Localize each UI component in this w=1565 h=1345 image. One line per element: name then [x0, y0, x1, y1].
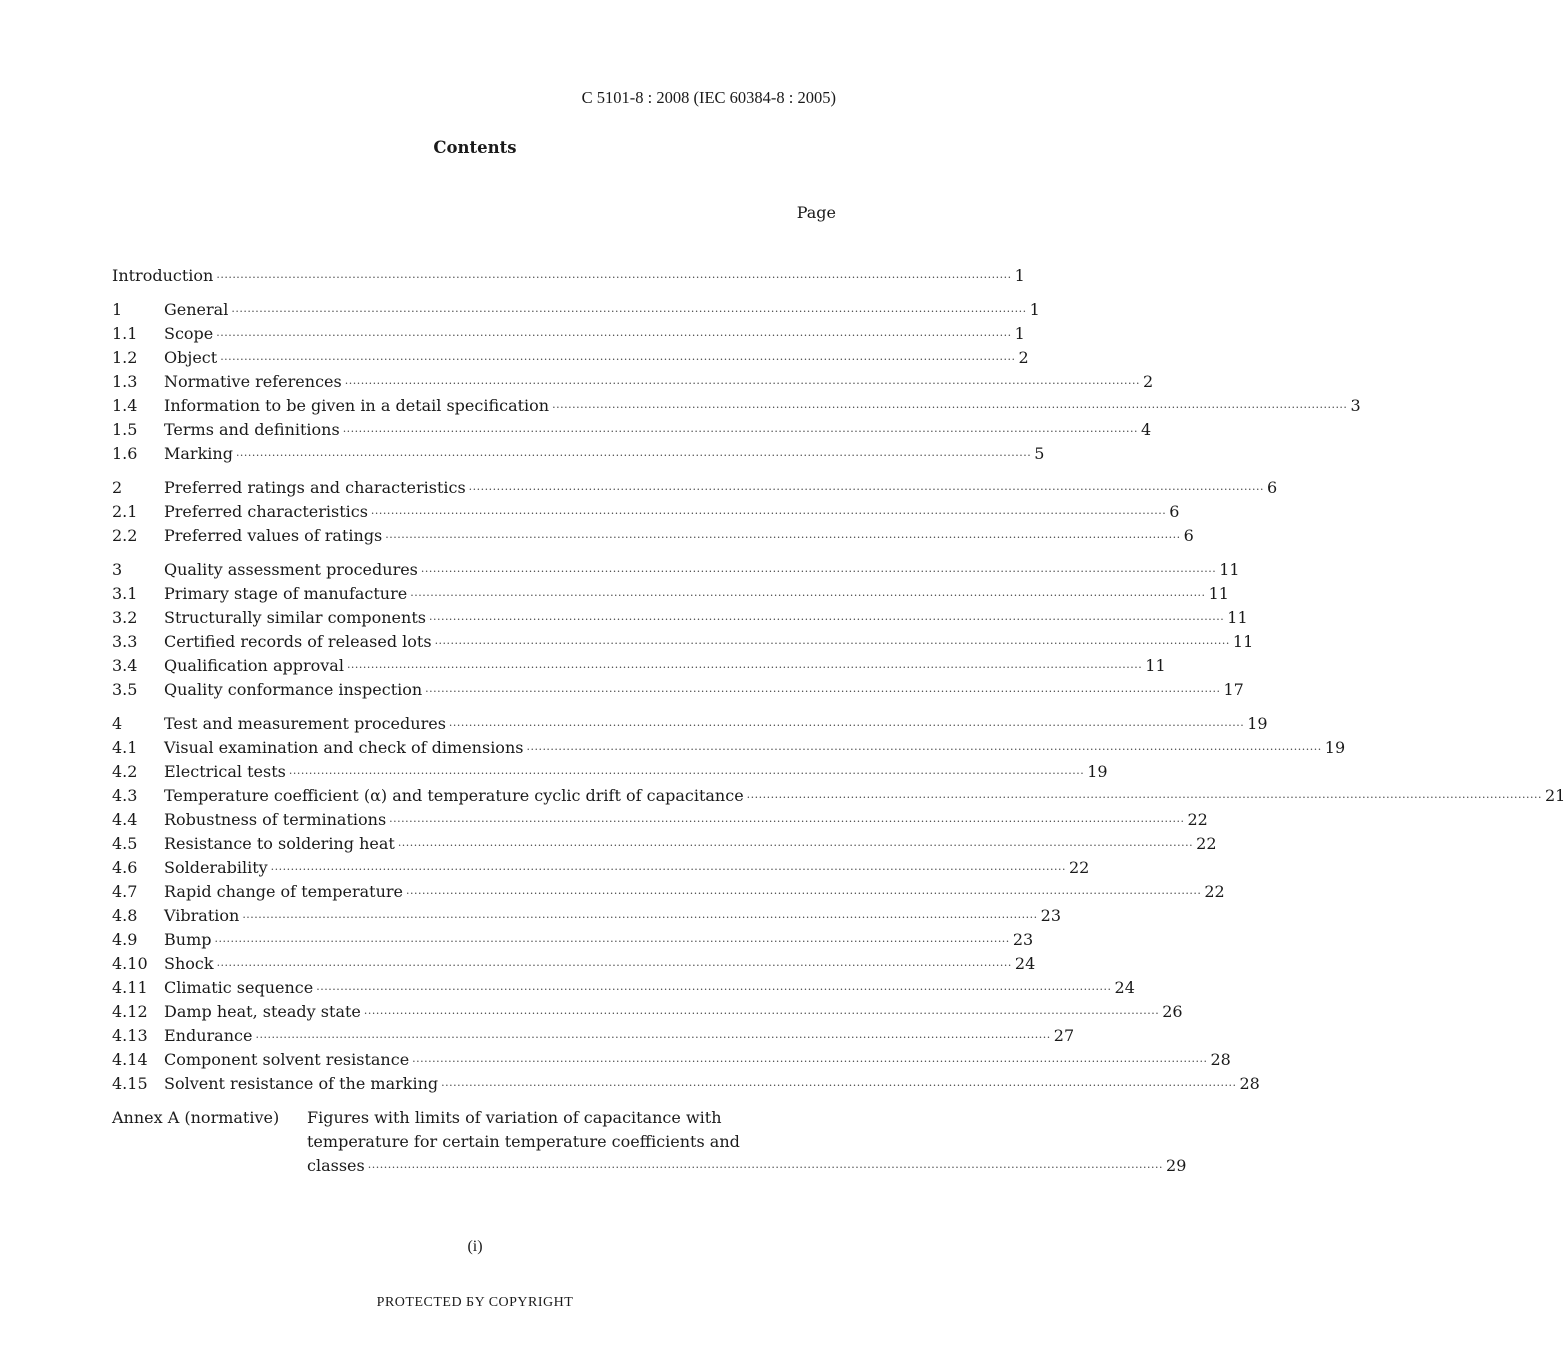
toc-entry-4-12[interactable]: [112, 1000, 1183, 1024]
toc-entry-number: 4.13: [112, 1026, 148, 1045]
toc-entry-page: 22: [1204, 882, 1225, 901]
toc-entry-title: Structurally similar components: [164, 608, 426, 627]
toc-entry-title: Rapid change of temperature: [164, 882, 404, 901]
toc-entry-title: Vibration: [164, 906, 240, 925]
toc-entry-page: 22: [1069, 858, 1090, 877]
toc-entry-introduction[interactable]: [112, 264, 1025, 288]
toc-entry-page: 27: [1053, 1026, 1075, 1045]
leader-dots: [242, 906, 1037, 930]
toc-entry-number: 4.12: [112, 1002, 148, 1021]
toc-entry-page: 11: [1208, 584, 1229, 603]
toc-entry-4-10[interactable]: [112, 952, 1036, 976]
toc-entry-title: Visual examination and check of dimensions: [164, 738, 524, 757]
leader-dots: [385, 526, 1180, 550]
toc-entry-2-1[interactable]: [112, 500, 1180, 524]
leader-dots: [371, 502, 1166, 526]
leader-dots: [220, 348, 1015, 372]
toc-entry-title: Temperature coefficient (α) and temperature cyclic drift of capacitance: [164, 786, 744, 805]
leader-dots: [364, 1002, 1159, 1026]
leader-dots: [406, 882, 1201, 906]
toc-entry-4-9[interactable]: [112, 928, 1034, 952]
toc-entry-1-3[interactable]: [112, 370, 1154, 394]
toc-entry-title: Scope: [164, 324, 214, 343]
toc-entry-title: Damp heat, steady state: [164, 1002, 361, 1021]
leader-dots: [429, 608, 1224, 632]
toc-entry-number: 2: [112, 478, 123, 497]
toc-entry-4-2[interactable]: [112, 760, 1108, 784]
toc-entry-number: 1.4: [112, 396, 138, 415]
annex-title-line: Figures with limits of variation of capacitance with: [307, 1108, 722, 1127]
toc-entry-4-1[interactable]: [112, 736, 1346, 760]
page-title: Contents: [433, 138, 517, 157]
leader-dots: [216, 324, 1011, 348]
toc-entry-title: Endurance: [164, 1026, 253, 1045]
toc-entry-page: 11: [1227, 608, 1248, 627]
toc-entry-title: Electrical tests: [164, 762, 286, 781]
toc-entry-number: 3.5: [112, 680, 138, 699]
toc-entry-1-2[interactable]: [112, 346, 1029, 370]
annex-title-line: classes: [307, 1156, 365, 1175]
toc-entry-page: 21: [1545, 786, 1565, 805]
toc-entry-page: 24: [1114, 978, 1135, 997]
leader-dots: [316, 978, 1111, 1002]
toc-entry-title: Normative references: [164, 372, 342, 391]
leader-dots: [747, 786, 1542, 810]
toc-entry-page: 29: [1166, 1156, 1187, 1175]
toc-entry-3-4[interactable]: [112, 654, 1166, 678]
toc-entry-number: 2.2: [112, 526, 138, 545]
toc-entry-title: Information to be given in a detail specification: [164, 396, 550, 415]
toc-entry-page: 26: [1162, 1002, 1183, 1021]
toc-entry-page: 11: [1232, 632, 1254, 651]
toc-entry-title: Climatic sequence: [164, 978, 314, 997]
toc-entry-number: 4: [112, 714, 123, 733]
toc-entry-2[interactable]: [112, 476, 1278, 500]
toc-entry-page: 23: [1040, 906, 1061, 925]
toc-entry-1-1[interactable]: [112, 322, 1025, 346]
toc-entry-title: Bump: [164, 930, 212, 949]
toc-entry-3[interactable]: [112, 558, 1240, 582]
toc-entry-title: Certified records of released lots: [164, 632, 432, 651]
leader-dots: [425, 680, 1220, 704]
toc-entry-title: Robustness of terminations: [164, 810, 387, 829]
footer-page-number: (i): [467, 1238, 483, 1255]
toc-entry-page: 22: [1187, 810, 1208, 829]
toc-entry-4-6[interactable]: [112, 856, 1090, 880]
toc-entry-page: 19: [1324, 738, 1346, 757]
toc-entry-3-1[interactable]: [112, 582, 1229, 606]
toc-entry-page: 24: [1014, 954, 1036, 973]
toc-entry-title: Marking: [164, 444, 233, 463]
leader-dots: [526, 738, 1321, 762]
toc-entry-4-5[interactable]: [112, 832, 1217, 856]
toc-entry-title: Terms and definitions: [164, 420, 340, 439]
toc-entry-1-5[interactable]: [112, 418, 1152, 442]
leader-dots: [421, 560, 1216, 584]
toc-section-1: [112, 298, 1361, 466]
toc-entry-title: Qualification approval: [164, 656, 344, 675]
toc-entry-4-3[interactable]: [112, 784, 1565, 808]
toc-entry-page: 6: [1183, 526, 1194, 545]
toc-entry-4[interactable]: [112, 712, 1268, 736]
toc-entry-4-13[interactable]: [112, 1024, 1075, 1048]
toc-entry-number: 4.1: [112, 738, 138, 757]
footer-copyright: PROTECTED БY COPYRIGHT: [376, 1295, 574, 1310]
toc-entry-3-5[interactable]: [112, 678, 1244, 702]
toc-entry-number: 1.1: [112, 324, 138, 343]
toc-entry-page: 1: [1029, 300, 1040, 319]
toc-entry-page: 11: [1145, 656, 1166, 675]
toc-entry-page: 1: [1014, 266, 1025, 285]
toc-entry-number: 1.5: [112, 420, 138, 439]
toc-entry-page: 22: [1196, 834, 1217, 853]
leader-dots: [289, 762, 1084, 786]
toc-entry-page: 28: [1210, 1050, 1231, 1069]
leader-dots: [255, 1026, 1050, 1050]
annex-label: Annex A (normative): [112, 1108, 280, 1127]
toc-entry-4-15[interactable]: [112, 1072, 1260, 1096]
toc-section-3: [112, 558, 1254, 702]
toc-entry-page: 6: [1169, 502, 1180, 521]
toc-entry-title: Quality assessment procedures: [164, 560, 418, 579]
toc-entry-title: General: [164, 300, 229, 319]
annex-title-last-line: [307, 1154, 1186, 1178]
toc-entry-4-7[interactable]: [112, 880, 1225, 904]
leader-dots: [347, 656, 1142, 680]
toc-entry-page: 19: [1087, 762, 1108, 781]
toc-entry-page: 4: [1141, 420, 1152, 439]
toc-entry-page: 23: [1012, 930, 1034, 949]
annex-title: [307, 1106, 1186, 1178]
toc-entry-2-2[interactable]: [112, 524, 1194, 548]
leader-dots: [231, 300, 1026, 324]
toc-entry-number: 4.9: [112, 930, 138, 949]
toc-entry-page: 11: [1219, 560, 1240, 579]
toc-section-2: [112, 476, 1278, 548]
toc-entry-number: 1.3: [112, 372, 138, 391]
toc-entry-number: 4.6: [112, 858, 138, 877]
leader-dots: [441, 1074, 1236, 1098]
toc-entry-page: 17: [1223, 680, 1244, 699]
toc-entry-title: Primary stage of manufacture: [164, 584, 408, 603]
toc-entry-page: 5: [1034, 444, 1045, 463]
toc-entry-1-6[interactable]: [112, 442, 1045, 466]
toc-entry-number: 4.8: [112, 906, 138, 925]
toc-entry-number: 4.11: [112, 978, 148, 997]
toc-entry-page: 2: [1018, 348, 1029, 367]
toc-entry-title: Solvent resistance of the marking: [164, 1074, 439, 1093]
toc-entry-3-3[interactable]: [112, 630, 1254, 654]
toc-entry-number: 3.1: [112, 584, 138, 603]
leader-dots: [343, 420, 1138, 444]
toc-entry-page: 6: [1267, 478, 1278, 497]
toc-entry-number: 4.7: [112, 882, 138, 901]
toc-entry-number: 4.2: [112, 762, 138, 781]
toc-entry-number: 3: [112, 560, 123, 579]
toc-entry-1[interactable]: [112, 298, 1040, 322]
toc-entry-page: 3: [1350, 396, 1361, 415]
toc-entry-title: Test and measurement procedures: [164, 714, 446, 733]
toc-entry-number: 4.15: [112, 1074, 148, 1093]
toc-entry-number: 4.10: [112, 954, 148, 973]
toc-entry-number: 4.3: [112, 786, 138, 805]
toc-entry-title: Object: [164, 348, 218, 367]
toc-entry-title: Solderability: [164, 858, 268, 877]
toc-entry-4-4[interactable]: [112, 808, 1208, 832]
page-column-label: Page: [796, 203, 836, 222]
toc-entry-page: 1: [1014, 324, 1025, 343]
leader-dots: [216, 266, 1011, 290]
leader-dots: [410, 584, 1205, 608]
toc-entry-number: 2.1: [112, 502, 138, 521]
leader-dots: [271, 858, 1066, 882]
toc-entry-4-14[interactable]: [112, 1048, 1231, 1072]
toc-entry-page: 19: [1247, 714, 1268, 733]
toc-entry-title: Preferred ratings and characteristics: [164, 478, 466, 497]
toc-entry-number: 3.2: [112, 608, 138, 627]
toc-entry-number: 3.4: [112, 656, 138, 675]
toc-entry-title: Quality conformance inspection: [164, 680, 423, 699]
toc-entry-number: 4.14: [112, 1050, 148, 1069]
toc-entry-number: 3.3: [112, 632, 138, 651]
toc-entry-title: Preferred values of ratings: [164, 526, 383, 545]
toc-entry-title: Preferred characteristics: [164, 502, 368, 521]
toc-entry-1-4[interactable]: [112, 394, 1361, 418]
toc-entry-number: 4.4: [112, 810, 138, 829]
toc-entry-title: Shock: [164, 954, 214, 973]
toc-entry-page: 28: [1239, 1074, 1260, 1093]
toc-entry-title: Component solvent resistance: [164, 1050, 410, 1069]
leader-dots: [368, 1156, 1163, 1180]
toc-entry-title: Introduction: [112, 266, 214, 285]
toc-entry-annex-a[interactable]: [112, 1106, 1187, 1178]
leader-dots: [449, 714, 1244, 738]
table-of-contents: [112, 264, 1565, 1178]
document-id: C 5101-8 : 2008 (IEC 60384-8 : 2005): [581, 88, 836, 107]
leader-dots: [412, 1050, 1207, 1074]
leader-dots: [435, 632, 1230, 656]
leader-dots: [236, 444, 1031, 468]
leader-dots: [214, 930, 1009, 954]
toc-entry-3-2[interactable]: [112, 606, 1248, 630]
toc-entry-page: 2: [1143, 372, 1154, 391]
leader-dots: [398, 834, 1193, 858]
leader-dots: [469, 478, 1264, 502]
toc-entry-number: 1.6: [112, 444, 138, 463]
toc-entry-4-8[interactable]: [112, 904, 1061, 928]
leader-dots: [345, 372, 1140, 396]
leader-dots: [552, 396, 1347, 420]
toc-entry-number: 1.2: [112, 348, 138, 367]
toc-section-4: [112, 712, 1565, 1096]
toc-entry-title: Resistance to soldering heat: [164, 834, 395, 853]
toc-entry-number: 1: [112, 300, 123, 319]
leader-dots: [389, 810, 1184, 834]
annex-title-line: temperature for certain temperature coefficients and: [307, 1132, 740, 1151]
leader-dots: [217, 954, 1012, 978]
toc-entry-4-11[interactable]: [112, 976, 1135, 1000]
toc-entry-number: 4.5: [112, 834, 138, 853]
